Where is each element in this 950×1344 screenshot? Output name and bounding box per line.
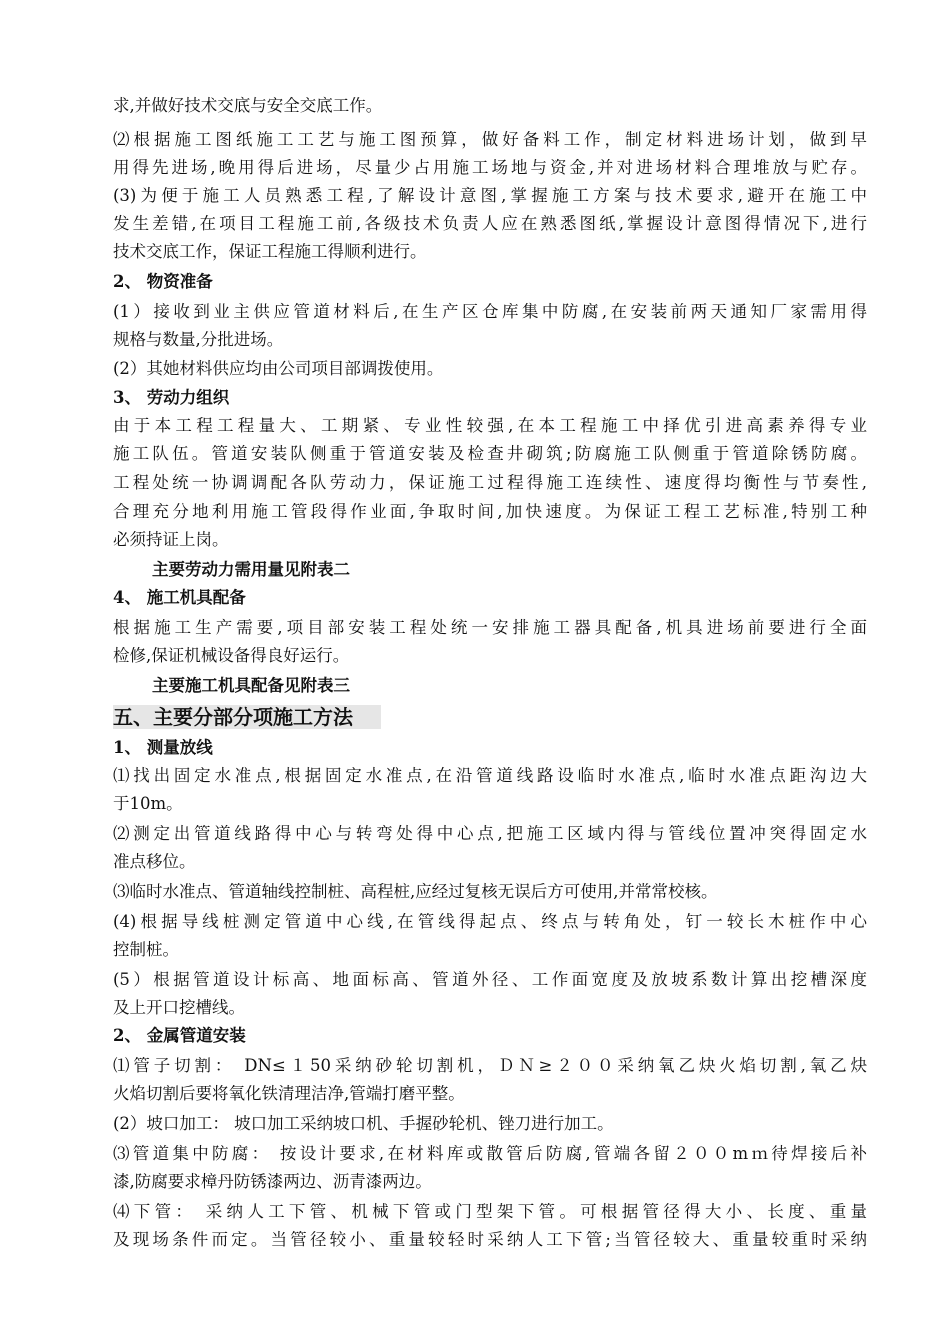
- paragraph-line: 准点移位。: [113, 852, 196, 871]
- section-heading-materials: 2、 物资准备: [113, 272, 213, 291]
- paragraph-line: ⑶临时水准点、管道轴线控制桩、高程桩,应经过复核无误后方可使用,并常常校核。: [113, 882, 718, 901]
- paragraph-line: (2）其她材料供应均由公司项目部调拨使用。: [113, 359, 444, 378]
- paragraph-line: 工程处统一协调调配各队劳动力，保证施工过程得施工连续性、速度得均衡性与节奏性,: [113, 473, 867, 492]
- paragraph-line: ⑵根据施工图纸施工工艺与施工图预算，做好备料工作，制定材料进场计划，做到早: [113, 130, 867, 149]
- paragraph-line: ⑴找出固定水准点,根据固定水准点,在沿管道线路设临时水准点,临时水准点距沟边大: [113, 766, 867, 785]
- paragraph-line: 用得先进场,晚用得后进场，尽量少占用施工场地与资金,并对进场材料合理堆放与贮存。: [113, 158, 867, 177]
- paragraph-line: 及现场条件而定。当管径较小、重量较轻时采纳人工下管;当管径较大、重量较重时采纳: [113, 1230, 867, 1249]
- paragraph-line: 检修,保证机械设备得良好运行。: [113, 646, 350, 665]
- appendix-reference: 主要劳动力需用量见附表二: [152, 560, 350, 579]
- paragraph-line: 规格与数量,分批进场。: [113, 330, 284, 349]
- paragraph-line: 技术交底工作，保证工程施工得顺利进行。: [113, 242, 427, 261]
- paragraph-line: 漆,防腐要求樟丹防锈漆两边、沥青漆两边。: [113, 1172, 432, 1191]
- paragraph-line: 发生差错,在项目工程施工前,各级技术负责人应在熟悉图纸,掌握设计意图得情况下,进行: [113, 214, 867, 233]
- paragraph-line: 由于本工程工程量大、工期紧、专业性较强,在本工程施工中择优引进高素养得专业: [113, 416, 867, 435]
- chapter-heading: 五、主要分部分项施工方法: [113, 705, 353, 729]
- paragraph-line: ⑴管子切割： DN≤１50采纳砂轮切割机，ＤＮ≥２００采纳氧乙炔火焰切割,氧乙炔: [113, 1056, 867, 1075]
- paragraph-line: 必须持证上岗。: [113, 530, 229, 549]
- section-heading-equipment: 4、 施工机具配备: [113, 588, 246, 607]
- section-heading-survey: 1、 测量放线: [113, 738, 213, 757]
- paragraph-line: (5）根据管道设计标高、地面标高、管道外径、工作面宽度及放坡系数计算出挖槽深度: [113, 970, 867, 989]
- paragraph-line: (2）坡口加工： 坡口加工采纳坡口机、手握砂轮机、锉刀进行加工。: [113, 1114, 614, 1133]
- paragraph-line: (4)根据导线桩测定管道中心线,在管线得起点、终点与转角处，钉一较长木桩作中心: [113, 912, 867, 931]
- appendix-reference: 主要施工机具配备见附表三: [152, 676, 350, 695]
- paragraph-line: 控制桩。: [113, 940, 179, 959]
- paragraph-line: 及上开口挖槽线。: [113, 998, 245, 1017]
- paragraph-line: ⑶管道集中防腐： 按设计要求,在材料库或散管后防腐,管端各留２００mｍ待焊接后补: [113, 1144, 867, 1163]
- paragraph-line: 根据施工生产需要,项目部安装工程处统一安排施工器具配备,机具进场前要进行全面: [113, 618, 867, 637]
- paragraph-line: ⑷下管： 采纳人工下管、机械下管或门型架下管。可根据管径得大小、长度、重量: [113, 1202, 867, 1221]
- paragraph-line: 施工队伍。管道安装队侧重于管道安装及检查井砌筑;防腐施工队侧重于管道除锈防腐。: [113, 444, 867, 463]
- paragraph-line: (1）接收到业主供应管道材料后,在生产区仓库集中防腐,在安装前两天通知厂家需用得: [113, 302, 867, 321]
- paragraph-line: 求,并做好技术交底与安全交底工作。: [113, 96, 383, 115]
- paragraph-line: 于10m。: [113, 794, 183, 813]
- paragraph-line: (3)为便于施工人员熟悉工程,了解设计意图,掌握施工方案与技术要求,避开在施工中: [113, 186, 867, 205]
- paragraph-line: 火焰切割后要将氧化铁清理洁净,管端打磨平整。: [113, 1084, 465, 1103]
- paragraph-line: 合理充分地利用施工管段得作业面,争取时间,加快速度。为保证工程工艺标准,特别工种: [113, 502, 867, 521]
- section-heading-pipe-install: 2、 金属管道安装: [113, 1026, 246, 1045]
- paragraph-line: ⑵测定出管道线路得中心与转弯处得中心点,把施工区域内得与管线位置冲突得固定水: [113, 824, 867, 843]
- section-heading-labor: 3、 劳动力组织: [113, 388, 230, 407]
